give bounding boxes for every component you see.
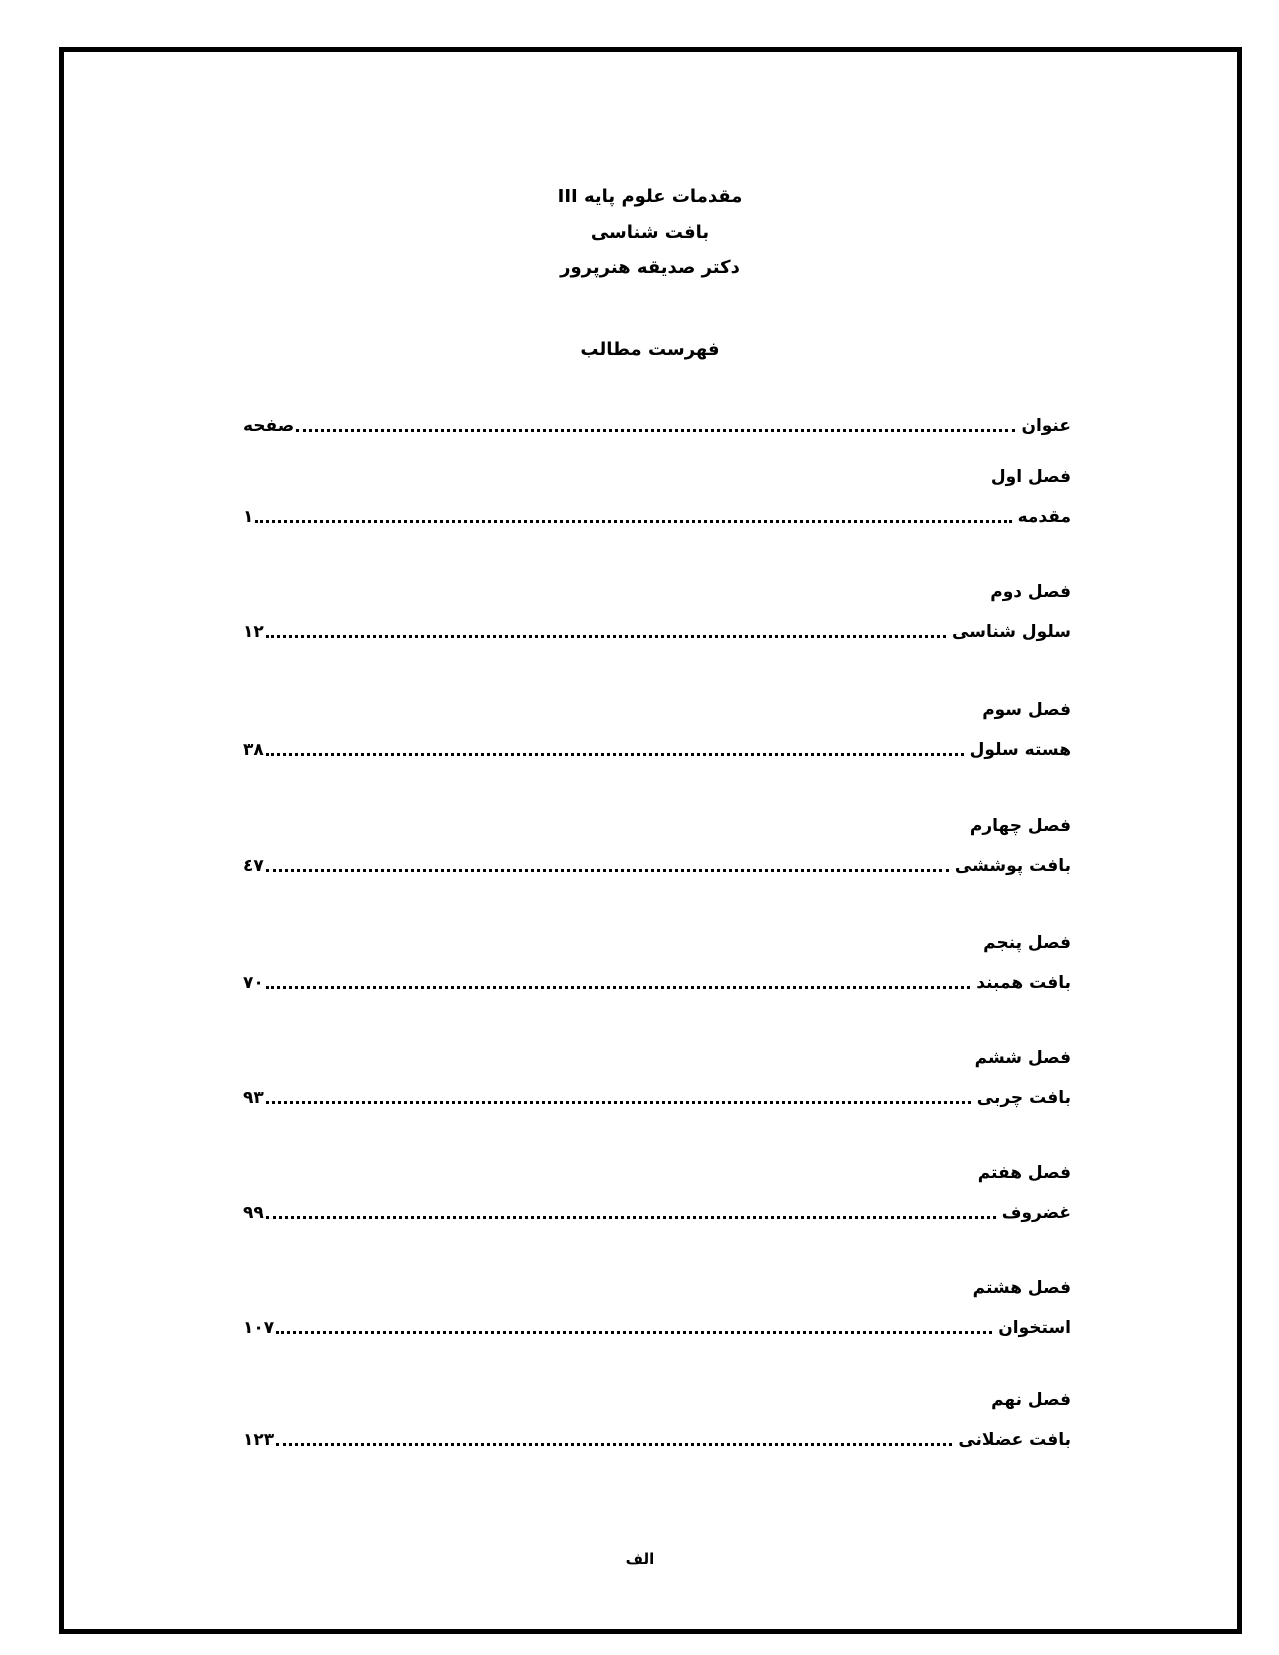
book-title: مقدمات علوم پایه III <box>557 186 743 207</box>
toc-entry-page: ۷۰ <box>243 973 264 993</box>
toc-entry-title: بافت همبند <box>976 973 1071 993</box>
toc-entry-page: ۹۹ <box>243 1203 264 1223</box>
author-name: دکتر صدیقه هنرپرور <box>560 257 740 278</box>
toc-entry-title: بافت عضلانی <box>958 1430 1071 1450</box>
toc-entry-page: ۹۳ <box>243 1088 264 1108</box>
chapter-heading: فصل پنجم <box>983 933 1071 953</box>
toc-entry[interactable] <box>243 1199 1071 1225</box>
toc-entry-page: ۱۲۳ <box>243 1430 275 1450</box>
toc-entry-page: ٤۷ <box>243 856 264 876</box>
toc-entry[interactable] <box>243 1426 1071 1452</box>
chapter-heading: فصل هفتم <box>977 1163 1071 1183</box>
chapter-heading: فصل چهارم <box>969 816 1071 836</box>
leader-dots <box>255 520 1011 523</box>
toc-header-row <box>243 412 1071 438</box>
leader-dots <box>296 429 1015 432</box>
toc-entry-title: استخوان <box>998 1318 1071 1338</box>
toc-header-page: صفحه <box>243 416 295 436</box>
leader-dots <box>266 1216 996 1219</box>
chapter-heading: فصل اول <box>990 467 1071 487</box>
toc-entry-page: ۱۰۷ <box>243 1318 275 1338</box>
toc-entry-page: ۱۲ <box>243 622 264 642</box>
toc-entry-title: هسته سلول <box>969 740 1071 760</box>
toc-entry[interactable] <box>243 969 1071 995</box>
toc-entry-page: ۱ <box>243 507 254 527</box>
leader-dots <box>276 1331 992 1334</box>
chapter-heading: فصل ششم <box>974 1048 1071 1068</box>
toc-entry[interactable] <box>243 852 1071 878</box>
toc-entry-title: بافت چربی <box>976 1088 1071 1108</box>
chapter-heading: فصل نهم <box>991 1390 1071 1410</box>
leader-dots <box>276 1443 952 1446</box>
toc-entry-title: مقدمه <box>1017 507 1071 527</box>
leader-dots <box>266 869 949 872</box>
toc-entry-title: بافت پوششی <box>954 856 1071 876</box>
toc-entry[interactable] <box>243 1084 1071 1110</box>
toc-header-label: عنوان <box>1021 416 1071 436</box>
leader-dots <box>266 753 964 756</box>
leader-dots <box>266 635 946 638</box>
toc-entry[interactable] <box>243 618 1071 644</box>
leader-dots <box>266 986 971 989</box>
toc-entry[interactable] <box>243 1314 1071 1340</box>
toc-entry[interactable] <box>243 503 1071 529</box>
toc-heading: فهرست مطالب <box>580 339 720 360</box>
toc-entry-page: ۳۸ <box>243 740 264 760</box>
toc-entry[interactable] <box>243 736 1071 762</box>
chapter-heading: فصل دوم <box>990 582 1071 602</box>
subject-title: بافت شناسی <box>590 222 710 243</box>
leader-dots <box>266 1101 971 1104</box>
toc-entry-title: غضروف <box>1001 1203 1071 1223</box>
chapter-heading: فصل سوم <box>982 700 1071 720</box>
chapter-heading: فصل هشتم <box>972 1278 1071 1298</box>
toc-entry-title: سلول شناسی <box>952 622 1071 642</box>
page-number: الف <box>625 1550 655 1568</box>
